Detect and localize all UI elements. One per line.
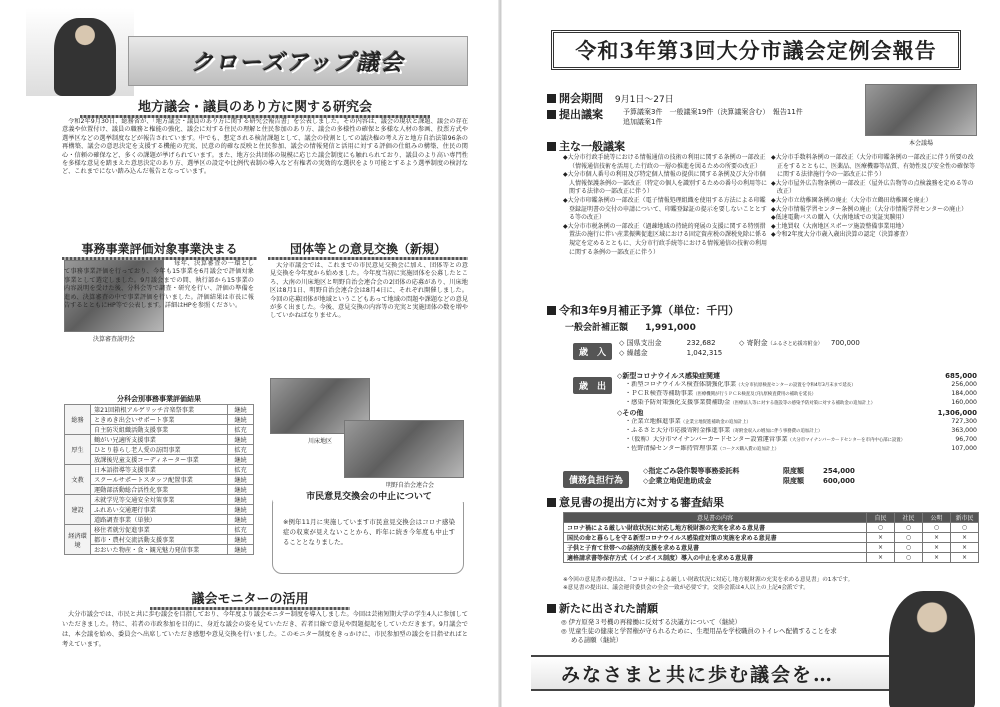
result-cell: 継続	[228, 505, 254, 515]
bill-item	[563, 223, 767, 257]
bills-line2: 追加議案1件	[623, 118, 663, 126]
monitor-body: 大分市議会では、市民と共に歩む議会を目指しており、今年度より議会モニター制度を導入しました。今回は芸術短期大学の学生4人に参加していただきました。特に、若者の市政参加を目的に、身近な議会の姿を見ていただき、若者目線で意見や問題提起をしていただきます。9月議会では、本会議を始め、委員会へ出席していただき感想や意見交換を行いました。このモニター制度をきっかけに、市民参加型の議会を目指せればと考えています。	[62, 611, 468, 648]
expense-item-text	[625, 445, 779, 454]
close-up-banner: クローズアップ議会	[128, 36, 468, 86]
vote-cell: ○	[867, 523, 895, 533]
petition-item: ◎ 伊方原発３号機の再稼働に反対する決議方について（継続）	[561, 618, 742, 626]
bill-item	[563, 154, 767, 171]
project-cell: おおいた物産・食・観光魅力発信事業	[91, 545, 228, 555]
bills-label: 提出議案	[559, 108, 603, 121]
bill-text: 大分市情報学習センター条例の廃止（大分市情報学習センターの廃止）	[775, 205, 968, 213]
result-cell: 継続	[228, 435, 254, 445]
budget-heading	[547, 302, 739, 318]
general-account-row	[565, 320, 696, 333]
group-cell: 経済環境	[65, 525, 91, 555]
bill-text: 低速電動バスの購入（大南地域での実証実験用）	[775, 214, 908, 222]
bullet-icon: ◆	[563, 222, 568, 230]
petitions-title: 新たに出された請願	[559, 602, 658, 615]
bill-item	[563, 197, 767, 223]
jimu-title: 事務事業評価対象事業決まる	[81, 242, 238, 256]
project-cell: 日本語指導等支援事業	[91, 465, 228, 475]
monitor-section	[150, 588, 350, 610]
table-row	[564, 533, 979, 543]
donation-label: 寄附金	[746, 339, 768, 347]
session-label: 開会期間	[559, 92, 603, 105]
expense-group-total: 685,000	[945, 372, 977, 380]
result-cell: 拡充	[228, 445, 254, 455]
expense-item-name: ・佐野清掃センター維持管理事業	[625, 445, 718, 453]
donation-row: ◇ 寄附金（ふるさと応援寄附金） 700,000	[739, 339, 860, 347]
result-cell: 継続	[228, 495, 254, 505]
project-cell: ときめき出会いサポート事業	[91, 415, 228, 425]
main-bills-heading	[547, 138, 625, 154]
donation-note: （ふるさと応援寄附金）	[767, 341, 823, 347]
debt-value: 600,000	[823, 477, 855, 485]
expense-item-value: 96,700	[955, 436, 977, 444]
bill-item	[771, 154, 979, 180]
income-list	[619, 338, 739, 358]
square-bullet-icon	[547, 604, 556, 613]
bills-row	[547, 106, 603, 122]
expense-item-note: （大分市抗原検査センターの設置を令和4年3月末まで延長）	[736, 383, 856, 388]
cancel-notice-body: ※例年11月に実施しています市民意見交換会はコロナ感染症の収束が見えないことから、昨年に続き今年度も中止することとなりました。	[283, 518, 455, 546]
vote-cell: ○	[895, 523, 923, 533]
expense-item	[617, 427, 977, 436]
table-row	[65, 455, 254, 465]
table-row	[564, 553, 979, 563]
vote-cell: ×	[867, 533, 895, 543]
table-row	[65, 425, 254, 435]
expense-item-value: 107,000	[951, 445, 977, 453]
table-row	[65, 505, 254, 515]
opinion-note: ※意見書の提出は、議会運営委員会の全会一致が必要です。交渉会派は4人以上の上記4会派です。	[563, 585, 809, 591]
result-cell: 継続	[228, 535, 254, 545]
table-row	[65, 495, 254, 505]
expense-item-name: ・新型コロナウイルス検査体制強化事業	[625, 381, 737, 388]
vote-cell: ×	[867, 553, 895, 563]
expense-item-note: （寄附金収入の増加に伴う事務費の追加計上）	[730, 428, 823, 434]
expense-item-text	[625, 427, 822, 436]
dantai-section	[268, 240, 468, 260]
column-header: 自民	[867, 513, 895, 523]
research-body: 令和2年9月30日、総務省が、「地方議会・議員のあり方に関する研究会報告書」を公表しました。その内容は、議会の現状と課題、議会の存在意義や位置付け、議員の職務と権能の強化、議会に対する住民の理解と住民参加のあり方、議会の多様性の確保と多様な人材の参画、投票方式や選挙区などの選挙制度などが報告されています。中でも、想定される検討課題として、議会の役割としての議決権の考え方と地方自治法第96条の再構築、議会の意思決定を支援する機能の充実、民意の的確な反映と住民参加、議会の情報発信と活用に対する評価の仕組みの構築、住民の関心・信頼の確保など、多くの課題が挙げられています。また、地方公共団体の規模に応じた議会制度にも触れられており、議員のより高い専門性を多様な意見を踏まえた意思決定のあり方、選挙区の設定や比例代表制の導入など有権者の実効的な選択をより可能とするよう選挙制度の検討など、これまでにない踏み込んだ報告となっています。	[62, 118, 468, 176]
expense-item	[617, 436, 977, 445]
project-cell: ひとり暮らし老人愛の訪問事業	[91, 445, 228, 455]
expense-item	[617, 399, 977, 408]
project-cell: 放課後児童支援コーディネーター事業	[91, 455, 228, 465]
vote-cell: ○	[895, 553, 923, 563]
bill-item	[771, 214, 979, 223]
vote-cell: ○	[895, 543, 923, 553]
group-cell: 建設	[65, 495, 91, 525]
column-header: 社民	[895, 513, 923, 523]
bullet-icon: ◆	[771, 214, 776, 222]
monitor-title: 議会モニターの活用	[191, 592, 309, 607]
bullet-icon: ◆	[563, 196, 568, 204]
bills-line1: 予算議案3件 一般議案19件（決算議案含む） 報告11件	[623, 108, 803, 116]
opinion-cell: コロナ禍による厳しい財政状況に対応し地方税財源の充実を求める意見書	[564, 523, 867, 533]
donation-value: 700,000	[830, 339, 860, 347]
bullet-icon: ◆	[771, 222, 776, 230]
group-cell: 文教	[65, 465, 91, 495]
debt-limit-label: 限度額	[783, 467, 804, 475]
project-cell: 運動部活動総合活性化事業	[91, 485, 228, 495]
bills-detail	[623, 107, 803, 127]
expense-item-value: 256,000	[951, 381, 977, 388]
jimu-section	[62, 240, 257, 260]
expense-item-name: ・感染予防対策強化支援事業費補助金	[625, 399, 731, 407]
table-row	[65, 525, 254, 535]
bill-item	[771, 197, 979, 206]
expense-label: 歳 出	[573, 377, 612, 394]
debt-list	[643, 466, 903, 486]
expense-item-note: （医療機関が行うＰＣＲ検査及び抗原検査費用の補助を延長）	[693, 392, 817, 398]
expense-group-head	[617, 372, 977, 381]
result-cell: 拡充	[228, 425, 254, 435]
income-value: 1,042,315	[686, 349, 723, 357]
project-cell: スクールサポートスタッフ配置事業	[91, 475, 228, 485]
slogan-banner: みなさまと共に歩む議会を…	[531, 655, 971, 691]
petition-item: ◎ 児童生徒の健康と学習権が守られるために、生理用品を学校職員のトイレへ配備することを求める請願（継続）	[561, 627, 837, 644]
project-cell: 第21回箱根アルゲリッチ音楽祭事業	[91, 405, 228, 415]
expense-item-value: 727,300	[951, 417, 977, 425]
opinion-heading	[547, 494, 724, 510]
income-row: ◇ 繰越金 1,042,315	[619, 349, 723, 357]
cancel-notice-title: 市民意見交換会の中止について	[273, 489, 465, 502]
expense-item	[617, 445, 977, 454]
project-cell: 鶴がい兄適所支援事業	[91, 435, 228, 445]
opinion-cell: 国民の命と暮らしを守る新型コロナウイルス感染症対策の実施を求める意見書	[564, 533, 867, 543]
expense-item-note: （コークス購入費の追加計上）	[717, 447, 780, 453]
evaluation-table	[64, 404, 254, 555]
expense-item-value: 160,000	[951, 399, 977, 407]
general-account-value: 1,991,000	[645, 323, 696, 333]
expense-item-text	[625, 436, 905, 445]
expense-item-note: （医療法人等に対する施設等の感染予防対策に対する補助金の追加計上）	[730, 401, 876, 407]
bullet-icon: ◆	[771, 231, 776, 239]
expense-item-value: 363,000	[951, 426, 977, 434]
assembly-hall-photo	[865, 84, 977, 136]
result-cell: 拡充	[228, 465, 254, 475]
income-name: 繰越金	[626, 349, 648, 357]
vote-cell: ×	[951, 533, 979, 543]
result-cell: 継続	[228, 515, 254, 525]
column-header: 公明	[923, 513, 951, 523]
chairman-photo	[26, 8, 134, 96]
project-cell: 自主防災組織活動支援事業	[91, 425, 228, 435]
main-bills-right-list	[771, 154, 979, 240]
opinion-cell: 適格請求書等保存方式（インボイス制度）導入の中止を求める意見書	[564, 553, 867, 563]
table-header-row	[564, 513, 979, 523]
table-row	[65, 545, 254, 555]
square-bullet-icon	[547, 142, 556, 151]
expense-group-name: ◇その他	[617, 408, 644, 417]
table-row	[65, 485, 254, 495]
table-row	[564, 523, 979, 533]
right-page	[500, 0, 1000, 707]
opinion-title: 意見書の提出方に対する審査結果	[559, 496, 724, 509]
expense-group-total: 1,306,000	[937, 408, 977, 417]
vote-cell: ○	[951, 523, 979, 533]
bill-text: 大分市個人番号の利用及び特定個人情報の提供に関する条例及び大分市個人情報保護条例の一部改正（特定の個人を識別するための番号の利用等に関する法律の一部改正に伴う）	[567, 171, 768, 196]
table-row	[65, 515, 254, 525]
vote-cell: ×	[951, 543, 979, 553]
bill-item	[771, 206, 979, 215]
debt-name: ◇企業立地促進助成金	[643, 477, 712, 485]
title-underline	[268, 257, 468, 260]
bill-item	[563, 171, 767, 197]
bullet-icon: ◆	[771, 179, 776, 187]
expense-item-name: ・ふるさと大分市応援寄附金推進事業	[625, 426, 731, 434]
akeno-caption: 明野自治会連合会	[385, 482, 434, 489]
income-value: 232,682	[686, 339, 716, 347]
result-cell: 継続	[228, 545, 254, 555]
table-row	[65, 465, 254, 475]
table-row	[65, 445, 254, 455]
result-cell: 拡充	[228, 525, 254, 535]
debt-pill	[563, 468, 629, 488]
bullet-icon: ◆	[771, 205, 776, 213]
main-bills-left-list	[563, 154, 767, 257]
square-bullet-icon	[547, 94, 556, 103]
project-cell: ふれあい交通運行事業	[91, 505, 228, 515]
result-cell: 継続	[228, 455, 254, 465]
jimu-body: 毎年、決算審査の一環として事務事業評価を行っており、今年も15事業を6月議会で評価対象事業として選定しました。9月議会までの間、執行部から15事業の内容説明を受けた後、分科会等で調査・研究を行い、評価の準備を進め、決算審査の中で事業評価を行いました。評価結果は市長に報告するとともにHP等で公表します。詳細はHPを参照ください。	[64, 260, 254, 310]
bill-text: 土地買収（大南地区スポーツ施設整備事業用地）	[775, 222, 908, 230]
debt-label: 債務負担行為	[563, 471, 629, 488]
project-cell: 都市・農村交流活動支援事業	[91, 535, 228, 545]
opinion-table	[563, 512, 979, 563]
bill-text: 大分市市税条例の一部改正（過疎地域の持続的発展の支援に関する特別措置法の施行に伴い産業振興促進区域における固定資産税の課税免除に係る規定を定めるとともに、大分市行政手続等における情報通信の技術の利用に関する条例の一部改正に伴う）	[567, 222, 768, 256]
project-cell: 未就学児等交通安全対策事業	[91, 495, 228, 505]
research-section	[80, 96, 430, 118]
expense-item	[617, 390, 977, 399]
project-cell: 移住者就労促進事業	[91, 525, 228, 535]
table-row	[65, 405, 254, 415]
expense-item-text	[625, 381, 856, 390]
expense-list	[617, 372, 977, 454]
column-header: 新市民	[951, 513, 979, 523]
project-cell: 道路調査事業（単独）	[91, 515, 228, 525]
session-value: 9月1日〜27日	[614, 95, 674, 105]
report-title: 令和3年第3回大分市議会定例会報告	[551, 30, 961, 70]
debt-limit-label: 限度額	[783, 477, 804, 485]
income-row: ◇ 国県支出金 232,682	[619, 339, 716, 347]
vote-cell: ○	[895, 533, 923, 543]
expense-item-name: ・ＰＣＲ検査等補助事業	[625, 390, 694, 398]
expense-item-text	[625, 390, 816, 399]
vote-cell: ×	[923, 553, 951, 563]
table-row	[65, 415, 254, 425]
kawatoko-caption: 川床地区	[307, 438, 332, 445]
income-name: 国県支出金	[626, 339, 662, 347]
akeno-photo	[344, 420, 464, 478]
group-cell: 厚生	[65, 435, 91, 465]
result-cell: 継続	[228, 405, 254, 415]
bullet-icon: ◆	[771, 196, 776, 204]
bill-text: 大分市行政手続等における情報通信の技術の利用に関する条例の一部改正（情報通信技術を活用した行政の一層の推進を図るための所要の改正）	[567, 154, 766, 170]
bill-text: 大分市立幼稚園条例の廃止（大分市立鶴田幼稚園を廃止）	[775, 196, 932, 204]
debt-row	[643, 476, 903, 486]
assembly-hall-caption: 本会議場	[908, 140, 933, 147]
opinion-cell: 子供と子育て世帯への経済的支援を求める意見書	[564, 543, 867, 553]
table-row	[65, 475, 254, 485]
square-bullet-icon	[547, 110, 556, 119]
budget-title: 令和3年9月補正予算（単位：千円）	[559, 304, 740, 317]
main-bills-label: 主な一般議案	[559, 140, 625, 153]
expense-item-text	[625, 418, 751, 427]
general-account-label: 一般会計補正額	[565, 323, 629, 333]
cancel-notice-box	[272, 494, 464, 574]
vote-cell: ×	[923, 533, 951, 543]
research-title: 地方議会・議員のあり方に関する研究会	[137, 100, 372, 115]
bill-text: 大分市手数料条例の一部改正（大分市印鑑条例の一部改正に伴う所要の改正をするとともに、医薬品、医療機器等品質、有効性及び安全性の確保等に関する法律施行令の一部改正に伴う）	[775, 154, 976, 179]
square-bullet-icon	[547, 306, 556, 315]
debt-row	[643, 466, 903, 476]
income-label: 歳 入	[573, 343, 612, 360]
debt-value: 254,000	[823, 467, 855, 475]
vote-cell: ×	[951, 553, 979, 563]
dantai-body: 大分市議会では、これまでの市民意見交換会に加え、団体等との意見交換を今年度から始めました。今年度当初に実施団体を公募したところ、大南の川床地区と明野自治会連合会の2団体の応募があり、川床地区は8月1日、明野自治会連合会は8月4日に、それぞれ開催しました。今回の応募団体が地域というこどもあって地域の問題や課題などの意見が多く出ました。今後、意見交換の内容等の充実と実施団体の数を増やしていかねばなりません。	[270, 262, 468, 320]
bullet-icon: ◆	[563, 171, 568, 179]
expense-pill	[573, 374, 612, 394]
jimu-table-title: 分科会別事務事業評価結果	[117, 395, 201, 403]
bullet-icon: ◆	[563, 154, 568, 161]
dantai-title: 団体等との意見交換（新規）	[289, 242, 446, 256]
mayor-photo	[849, 585, 999, 707]
table-row	[564, 543, 979, 553]
table-row	[65, 435, 254, 445]
expense-item-note: （大分市マイナンバーカードセンターを市内中心部に設置）	[787, 438, 906, 444]
expense-item-note: （企業立地促進補助金の追加計上）	[680, 419, 751, 425]
result-cell: 継続	[228, 485, 254, 495]
expense-group-name: ◇新型コロナウイルス感染症関連	[617, 372, 720, 380]
bullet-icon: ◆	[771, 154, 776, 161]
column-header: 意見書の内容	[564, 513, 867, 523]
expense-item	[617, 381, 977, 390]
bill-item	[771, 180, 979, 197]
expense-item-name: ・（仮称）大分市マイナンバーカードセンター設置運営事業	[625, 436, 788, 444]
petition-list	[561, 618, 841, 645]
expense-item-value: 184,000	[951, 390, 977, 398]
vote-cell: ×	[923, 543, 951, 553]
result-cell: 継続	[228, 475, 254, 485]
bill-text: 令和2年度大分市歳入歳出決算の認定（決算審査）	[775, 231, 912, 239]
vote-cell: ×	[867, 543, 895, 553]
petitions-heading	[547, 600, 658, 616]
square-bullet-icon	[547, 498, 556, 507]
session-row	[547, 90, 674, 106]
income-pill	[573, 340, 612, 360]
bill-item	[771, 231, 979, 240]
expense-item-text	[625, 399, 875, 408]
result-cell: 継続	[228, 415, 254, 425]
bill-text: 大分市屋外広告物条例の一部改正（屋外広告物等の点検義務を定める等の改正）	[775, 179, 974, 196]
table-row	[65, 535, 254, 545]
bill-text: 大分市印鑑条例の一部改正（電子情報処理組織を使用する方法による印鑑登録証明書の交付の申請について、印鑑登録証の提示を要しないこととする等の改正）	[567, 196, 767, 222]
debt-name: ◇指定ごみ袋作製等事務委託料	[643, 467, 740, 475]
vote-cell: ○	[923, 523, 951, 533]
opinion-note: ※今回の意見書の提出は、「コロナ禍による厳しい財政状況に対応し地方税財源の充実を求める意見書」の1本です。	[563, 577, 854, 583]
expense-item	[617, 418, 977, 427]
group-cell: 総務	[65, 405, 91, 435]
expense-item-name: ・企業立地推進事業	[625, 417, 681, 425]
expense-group-head	[617, 409, 977, 418]
jimu-photo-caption: 決算審査説明会	[92, 336, 135, 343]
